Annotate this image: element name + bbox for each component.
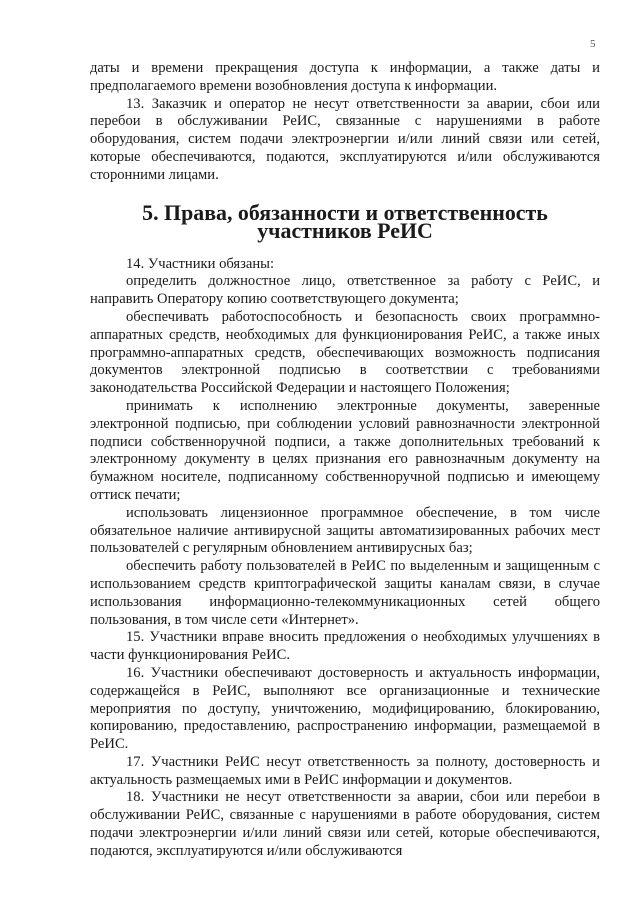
paragraph-16: 16. Участники обеспечивают достоверность и актуальность информации, содержащейся в РеИС, выполняют все организационные и технические мероприятия по доступу, уничтожению, модифицированию, блокированию, копированию, предоставлению, распространению информации, размещаемой в РеИС. [90, 664, 600, 753]
paragraph-15: 15. Участники вправе вносить предложения о необходимых улучшениях в части функционирования РеИС. [90, 629, 600, 664]
paragraph-14-item-5: обеспечить работу пользователей в РеИС по выделенным и защищенным с использованием средств криптографической защиты каналам связи, в случае использования информационно-телекоммуникационных сетей общего пользования, в том числе сети «Интернет». [90, 558, 600, 628]
section-heading: 5. Права, обязанности и ответственность участников РеИС [142, 199, 548, 243]
paragraph-14: 14. Участники обязаны: [126, 255, 275, 272]
paragraph-13: 13. Заказчик и оператор не несут ответственности за аварии, сбои или перебои в обслуживании РеИС, связанные с нарушениями в работе оборудования, систем подачи электроэнергии и/или линий связи или сетей, которые обеспечиваются, подаются, эксплуатируются и/или обслуживаются сторонними лицами. [90, 95, 600, 183]
paragraph-14-item-2: обеспечивать работоспособность и безопасность своих программно-аппаратных средств, необходимых для функционирования РеИС, а также иных программно-аппаратных средств, обеспечивающих возможность подписания документов электронной подписью в соответствии с требованиями законодательства Российской Федерации и настоящего Положения; [90, 308, 600, 397]
paragraph-continuation: даты и времени прекращения доступа к информации, а также даты и предполагаемого времени возобновления доступа к информации. [90, 60, 600, 94]
page-content [90, 60, 600, 861]
paragraph-14-item-3: принимать к исполнению электронные документы, заверенные электронной подписью, при соблюдении условий равнозначности электронной подписи собственноручной подписи, а также дополнительных требований к электронному документу в целях признания его равнозначным документу на бумажном носителе, подписанному собственноручной подписью и имеющему оттиск печати; [90, 397, 600, 503]
paragraph-14-item-1: определить должностное лицо, ответственное за работу с РеИС, и направить Оператору копию соответствующего документа; [90, 273, 600, 308]
paragraph-18: 18. Участники не несут ответственности за аварии, сбои или перебои в обслуживании РеИС, связанные с нарушениями в работе оборудования, систем подачи электроэнергии и/или линий связи или сетей, которые обеспечиваются, подаются, эксплуатируются и/или обслуживаются [90, 789, 600, 859]
page-number: 5 [590, 38, 596, 50]
paragraph-14-item-4: использовать лицензионное программное обеспечение, в том числе обязательное наличие антивирусной защиты автоматизированных рабочих мест пользователей с регулярным обновлением антивирусных баз; [90, 504, 600, 557]
paragraph-17: 17. Участники РеИС несут ответственность за полноту, достоверность и актуальность размещаемых ими в РеИС информации и документов. [90, 753, 600, 788]
